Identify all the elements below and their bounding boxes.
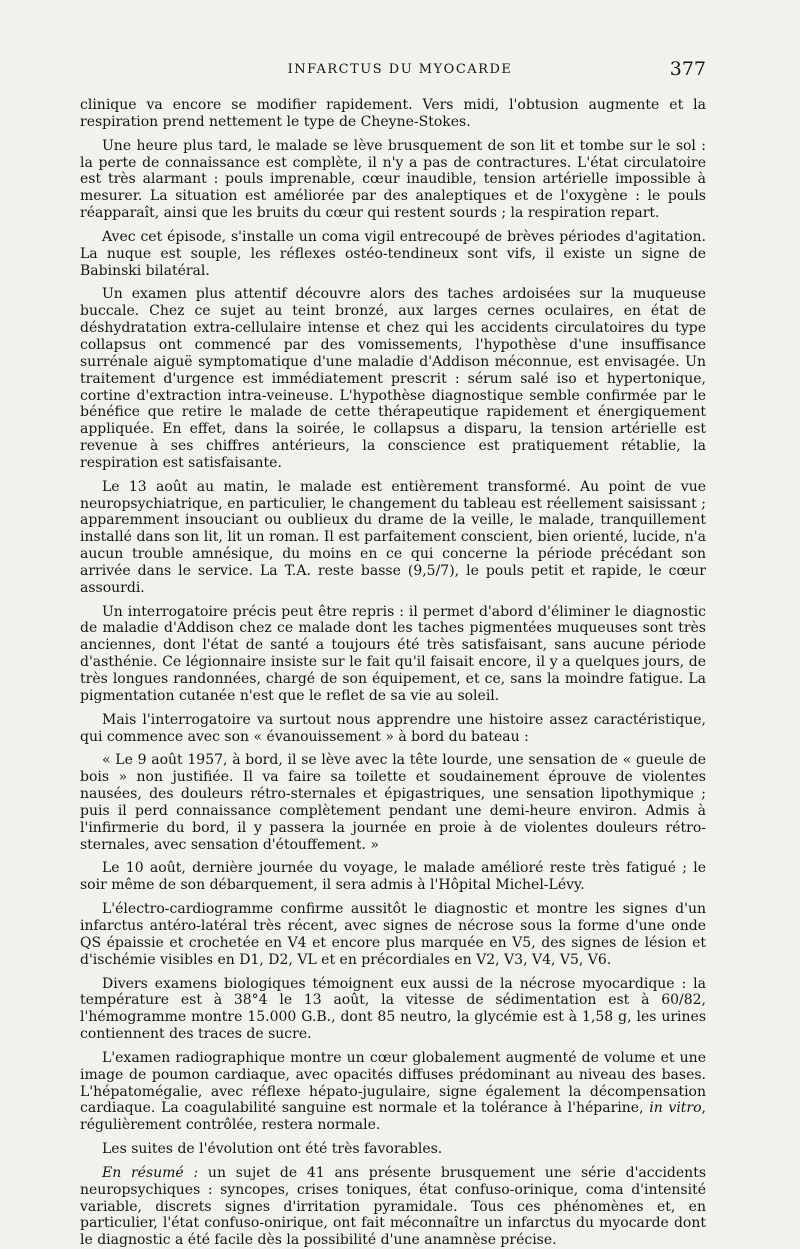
paragraph: clinique va encore se modifier rapidement. Vers midi, l'obtusion augmente et la respiration prend nettement le type de Cheyne-Stokes.: [80, 97, 706, 130]
paragraph: Les suites de l'évolution ont été très favorables.: [102, 1141, 443, 1158]
summary-paragraph: [80, 1165, 706, 1249]
paragraph: Un examen plus attentif découvre alors des taches ardoisées sur la muqueuse buccale. Chez ce sujet au teint bronzé, aux larges cernes oculaires, en état de déshydratation extra-cellulaire intense et chez qui les accidents circulatoires du type collapsus ont commencé par des vomissements, l'hypothèse d'une insuffisance surrénale aiguë symptomatique d'une maladie d'Addison méconnue, est envisagée. Un traitement d'urgence est immédiatement prescrit : sérum salé iso et hypertonique, cortine d'extraction intra-veineuse. L'hypothèse diagnostique semble confirmée par le bénéfice que retire le malade de cette thérapeutique rapidement et énergiquement appliquée. En effet, dans la soirée, le collapsus a disparu, la tension artérielle est revenue à ses chiffres antérieurs, la conscience est pratiquement rétablie, la respiration est satisfaisante.: [80, 286, 706, 471]
text-run: un sujet de 41 ans présente brusquement une série d'accidents neuropsychiques : syncopes, crises toniques, état confuso-orinique, coma d'intensité variable, discrets signes d'irritation pyramidale. Tous ces phénomènes et, en particulier, l'état confuso-onirique, ont fait méconnaître un infarctus du myocarde dont le diagnostic a été facile dès la possibilité d'une anamnèse précise.: [80, 1164, 707, 1249]
paragraph: Avec cet épisode, s'installe un coma vigil entrecoupé de brèves périodes d'agitation. La nuque est souple, les réflexes ostéo-tendineux sont vifs, il existe un signe de Babinski bilatéral.: [80, 228, 706, 279]
paragraph: Un interrogatoire précis peut être repris : il permet d'abord d'éliminer le diagnostic de maladie d'Addison chez ce malade dont les taches pigmentées muqueuses sont très anciennes, dont l'état de santé a toujours été très satisfaisant, sans aucune période d'asthénie. Ce légionnaire insiste sur le fait qu'il faisait encore, il y a quelques jours, de très longues randonnées, chargé de son équipement, et ce, sans la moindre fatigue. La pigmentation cutanée n'est que le reflet de sa vie au soleil.: [80, 603, 706, 704]
paragraph: Le 10 août, dernière journée du voyage, le malade amélioré reste très fatigué ; le soir même de son débarquement, il sera admis à l'Hôpital Michel-Lévy.: [80, 860, 706, 894]
italic-term: in vitro: [649, 1100, 702, 1117]
paragraph: Le 13 août au matin, le malade est entièrement transformé. Au point de vue neuropsychiatrique, en particulier, le changement du tableau est réellement saisissant ; apparemment insouciant ou oublieux du drame de la veille, le malade, tranquillement installé dans son lit, lit un roman. Il est parfaitement conscient, bien orienté, lucide, n'a aucun trouble amnésique, du moins en ce qui concerne la période précédant son arrivée dans le service. La T.A. reste basse (9,5/7), le pouls petit et rapide, le cœur assourdi.: [80, 478, 706, 596]
paragraph: Divers examens biologiques témoignent eux aussi de la nécrose myocardique : la température est à 38°4 le 13 août, la vitesse de sédimentation est à 60/82, l'hémogramme montre 15.000 G.B., dont 85 neutro, la glycémie est à 1,58 g, les urines contiennent des traces de sucre.: [80, 975, 706, 1043]
paragraph-radiography: [80, 1050, 706, 1134]
paragraph: Mais l'interrogatoire va surtout nous apprendre une histoire assez caractéristique, qui commence avec son « évanouissement » à bord du bateau :: [80, 711, 706, 745]
quoted-paragraph: « Le 9 août 1957, à bord, il se lève avec la tête lourde, une sensation de « gueule de bois » non justifiée. Il va faire sa toilette et soudainement éprouve de violentes nausées, des douleurs rétro-sternales et épigastriques, une sensation lipothymique ; puis il perd connaissance complètement pendant une demi-heure environ. Admis à l'infirmerie du bord, il y passera la journée en proie à de violentes douleurs rétro-sternales, avec sensation d'étouffement. »: [80, 752, 706, 853]
article-body: [80, 97, 706, 1249]
paragraph: Une heure plus tard, le malade se lève brusquement de son lit et tombe sur le sol : la perte de connaissance est complète, il n'y a pas de contractures. L'état circulatoire est très alarmant : pouls imprenable, cœur inaudible, tension artérielle impossible à mesurer. La situation est améliorée par des analeptiques et de l'oxygène : le pouls réapparaît, ainsi que les bruits du cœur qui restent sourds ; la respiration repart.: [80, 137, 706, 222]
paragraph: L'électro-cardiogramme confirme aussitôt le diagnostic et montre les signes d'un infarctus antéro-latéral très récent, avec signes de nécrose sous la forme d'une onde QS épaissie et crochetée en V4 et encore plus marquée en V5, des signes de lésion et d'ischémie visibles en D1, D2, VL et en précordiales en V2, V3, V4, V5, V6.: [80, 901, 706, 968]
summary-heading: En résumé :: [102, 1164, 199, 1181]
text-run: L'examen radiographique montre un cœur globalement augmenté de volume et une image de poumon cardiaque, avec opacités diffuses prédominant au niveau des bases. L'hépatomégalie, avec réflexe hépato-jugulaire, signe également la décompensation cardiaque. La coagulabilité sanguine est normale et la tolérance à l'héparine,: [80, 1049, 706, 1117]
running-title: INFARCTUS DU MYOCARDE: [287, 62, 513, 77]
page-number: 377: [669, 58, 706, 80]
text-run: , régulièrement contrôlée, restera normale.: [80, 1100, 706, 1134]
